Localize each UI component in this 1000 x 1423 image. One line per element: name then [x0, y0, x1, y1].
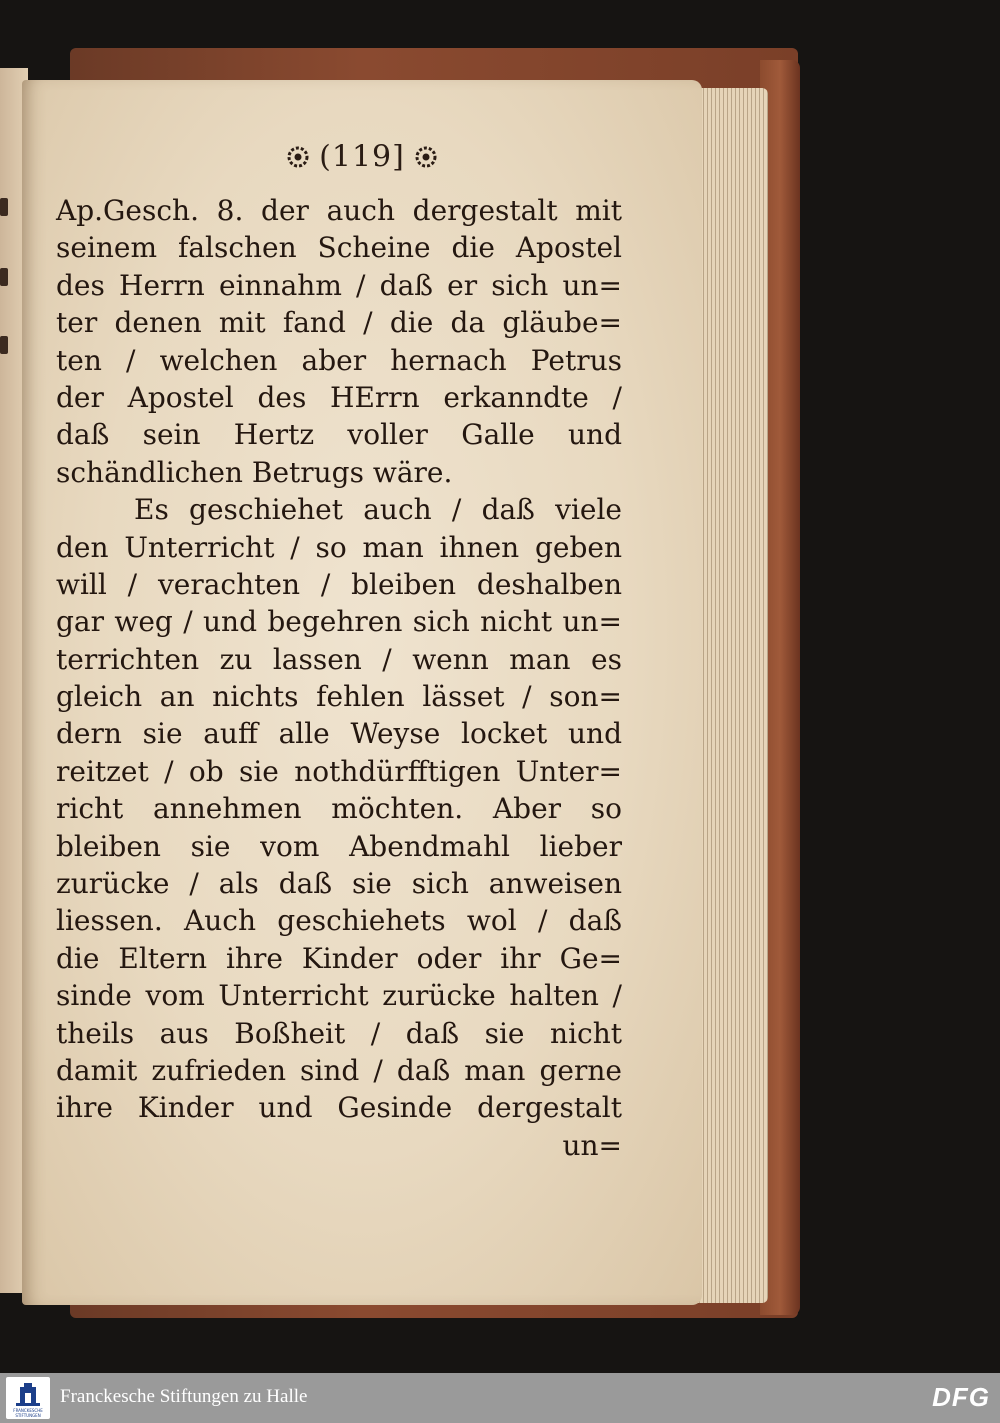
text-line: reitzet / ob sie nothdürfftigen Unter= — [56, 754, 622, 788]
text-line: liessen. Auch geschiehets wol / daß — [56, 904, 622, 938]
book-page — [22, 80, 702, 1305]
flower-ornament-icon — [285, 144, 311, 170]
letter-fragment — [0, 336, 8, 354]
letter-fragment — [0, 268, 8, 286]
text-line: seinem falschen Scheine die Apostel — [56, 231, 622, 265]
page-body-text — [56, 192, 622, 1164]
text-line: damit zufrieden sind / daß man gerne — [56, 1053, 622, 1087]
text-line: terrichten zu lassen / wenn man es — [56, 642, 622, 676]
dfg-logo[interactable]: DFG — [932, 1382, 990, 1412]
page-header — [22, 138, 702, 175]
page-number: (119] — [319, 139, 405, 175]
building-icon — [6, 1377, 50, 1411]
text-line: ihre Kinder und Gesinde dergestalt — [56, 1091, 622, 1125]
text-line: zurücke / als daß sie sich anweisen — [56, 867, 622, 901]
institution-logo[interactable] — [6, 1377, 50, 1419]
text-line: Es geschiehet auch / daß viele — [134, 493, 622, 527]
text-line: sinde vom Unterricht zurücke halten / — [56, 979, 622, 1013]
footer-bar — [0, 1373, 1000, 1423]
text-line: den Unterricht / so man ihnen geben — [56, 530, 622, 564]
text-line: schändlichen Betrugs wäre. — [56, 455, 453, 489]
text-line: gleich an nichts fehlen lässet / son= — [56, 680, 622, 714]
text-line: Ap.Gesch. 8. der auch dergestalt mit — [56, 194, 622, 227]
text-line: bleiben sie vom Abendmahl lieber — [56, 829, 622, 863]
text-line: des Herrn einnahm / daß er sich un= — [56, 268, 622, 302]
flower-ornament-icon — [413, 144, 439, 170]
text-line: ten / welchen aber hernach Petrus — [56, 343, 622, 377]
text-line: richt annehmen möchten. Aber so — [56, 792, 622, 826]
text-line: ter denen mit fand / die da gläube= — [56, 306, 622, 340]
letter-fragment — [0, 198, 8, 216]
catchword: un= — [562, 1128, 622, 1162]
text-line: gar weg / und begehren sich nicht un= — [56, 605, 622, 639]
text-line: theils aus Boßheit / daß sie nicht — [56, 1016, 622, 1050]
institution-name[interactable]: Franckesche Stiftungen zu Halle — [60, 1386, 308, 1407]
text-line: die Eltern ihre Kinder oder ihr Ge= — [56, 941, 622, 975]
text-line: der Apostel des HErrn erkanndte / — [56, 380, 622, 414]
logo-text: FRANCKESCHE STIFTUNGEN — [13, 1408, 43, 1418]
text-line: daß sein Hertz voller Galle und — [56, 418, 622, 452]
text-line: dern sie auff alle Weyse locket und — [56, 717, 622, 751]
text-line: will / verachten / bleiben deshalben — [56, 567, 622, 601]
